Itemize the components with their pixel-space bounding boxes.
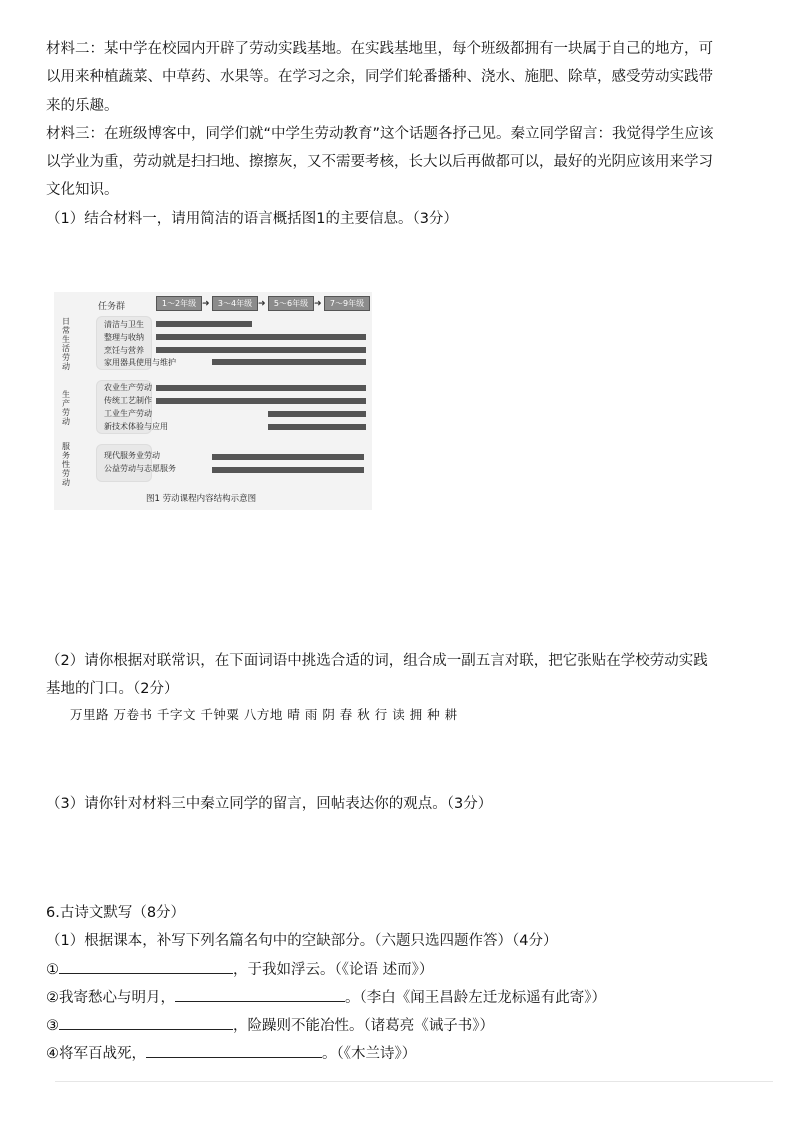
figure-caption: 图1 劳动课程内容结构示意图	[146, 494, 257, 504]
material2-line2: 以用来种植蔬菜、中草药、水果等。在学习之余，同学们轮番播种、浇水、施肥、除草，感受劳动实践带	[46, 69, 713, 85]
group-label-daily-life: 日常生活劳动	[62, 317, 70, 371]
task-bar	[268, 424, 366, 430]
task-bar	[156, 347, 366, 353]
task-bar	[156, 334, 366, 340]
task-bar	[212, 454, 364, 460]
question-6-title: 6.古诗文默写（8分）	[46, 905, 186, 921]
material3-line3: 文化知识。	[46, 182, 119, 198]
task-label: 农业生产劳动	[104, 383, 152, 392]
task-label: 传统工艺制作	[104, 396, 152, 405]
arrow-icon: ➜	[202, 299, 210, 309]
answer-blank[interactable]	[59, 959, 233, 974]
word-choices: 万里路 万卷书 千字文 千钟粟 八方地 晴 雨 阴 春 秋 行 读 拥 种 耕	[70, 707, 458, 722]
task-bar	[268, 411, 366, 417]
group-label-service: 服务性劳动	[62, 442, 70, 487]
recitation-item-2	[46, 987, 606, 1008]
task-label: 整理与收纳	[104, 333, 144, 342]
task-bar	[212, 359, 366, 365]
item-suffix: ，于我如浮云。（《论语 述而》）	[233, 962, 434, 978]
arrow-icon: ➜	[258, 299, 266, 309]
item-prefix: ①	[46, 962, 59, 978]
grade-box-4: 7～9年级	[324, 296, 370, 311]
answer-blank[interactable]	[146, 1043, 322, 1058]
figure-labor-course-structure	[54, 292, 372, 510]
item-suffix: 。（《木兰诗》）	[322, 1046, 417, 1062]
page-divider	[55, 1081, 773, 1082]
grade-box-3: 5～6年级	[268, 296, 314, 311]
question-2-line2: 基地的门口。（2分）	[46, 681, 179, 697]
item-suffix: 。（李白《闻王昌龄左迁龙标遥有此寄》）	[345, 990, 606, 1006]
question-2-line1: （2）请你根据对联常识，在下面词语中挑选合适的词，组合成一副五言对联，把它张贴在学校劳动实践	[46, 653, 708, 669]
task-label: 清洁与卫生	[104, 320, 144, 329]
question-6-sub1: （1）根据课本，补写下列名篇名句中的空缺部分。（六题只选四题作答）（4分）	[46, 933, 558, 949]
recitation-item-4	[46, 1043, 416, 1064]
task-label: 现代服务业劳动	[104, 451, 160, 460]
question-3: （3）请你针对材料三中秦立同学的留言，回帖表达你的观点。（3分）	[46, 796, 493, 812]
item-prefix: ④将军百战死，	[46, 1046, 146, 1062]
grade-box-1: 1～2年级	[156, 296, 202, 311]
task-label: 新技术体验与应用	[104, 422, 168, 431]
recitation-item-1	[46, 959, 433, 980]
task-label: 烹饪与营养	[104, 346, 144, 355]
question-1: （1）结合材料一，请用简洁的语言概括图1的主要信息。（3分）	[46, 211, 458, 227]
task-bar	[156, 385, 366, 391]
group-label-production: 生产劳动	[62, 390, 70, 426]
item-prefix: ②我寄愁心与明月，	[46, 990, 175, 1006]
item-suffix: ，险躁则不能冶性。（诸葛亮《诫子书》）	[233, 1018, 494, 1034]
task-bar	[212, 467, 364, 473]
task-label: 家用器具使用与维护	[104, 358, 176, 367]
answer-blank[interactable]	[59, 1015, 233, 1030]
answer-blank[interactable]	[175, 987, 345, 1002]
task-label: 工业生产劳动	[104, 409, 152, 418]
recitation-item-3	[46, 1015, 494, 1036]
task-label: 公益劳动与志愿服务	[104, 464, 176, 473]
task-bar	[156, 398, 366, 404]
material2-line1: 材料二：某中学在校园内开辟了劳动实践基地。在实践基地里，每个班级都拥有一块属于自己的地方，可	[46, 41, 713, 57]
material3-line2: 以学业为重，劳动就是扫扫地、擦擦灰，又不需要考核，长大以后再做都可以，最好的光阴应该用来学习	[46, 154, 713, 170]
figure-header-label: 任务群	[98, 302, 126, 312]
arrow-icon: ➜	[314, 299, 322, 309]
material3-line1: 材料三：在班级博客中，同学们就“中学生劳动教育”这个话题各抒己见。秦立同学留言：我觉得学生应该	[46, 126, 714, 142]
task-bar	[156, 321, 252, 327]
item-prefix: ③	[46, 1018, 59, 1034]
grade-box-2: 3～4年级	[212, 296, 258, 311]
material2-line3: 来的乐趣。	[46, 98, 119, 114]
